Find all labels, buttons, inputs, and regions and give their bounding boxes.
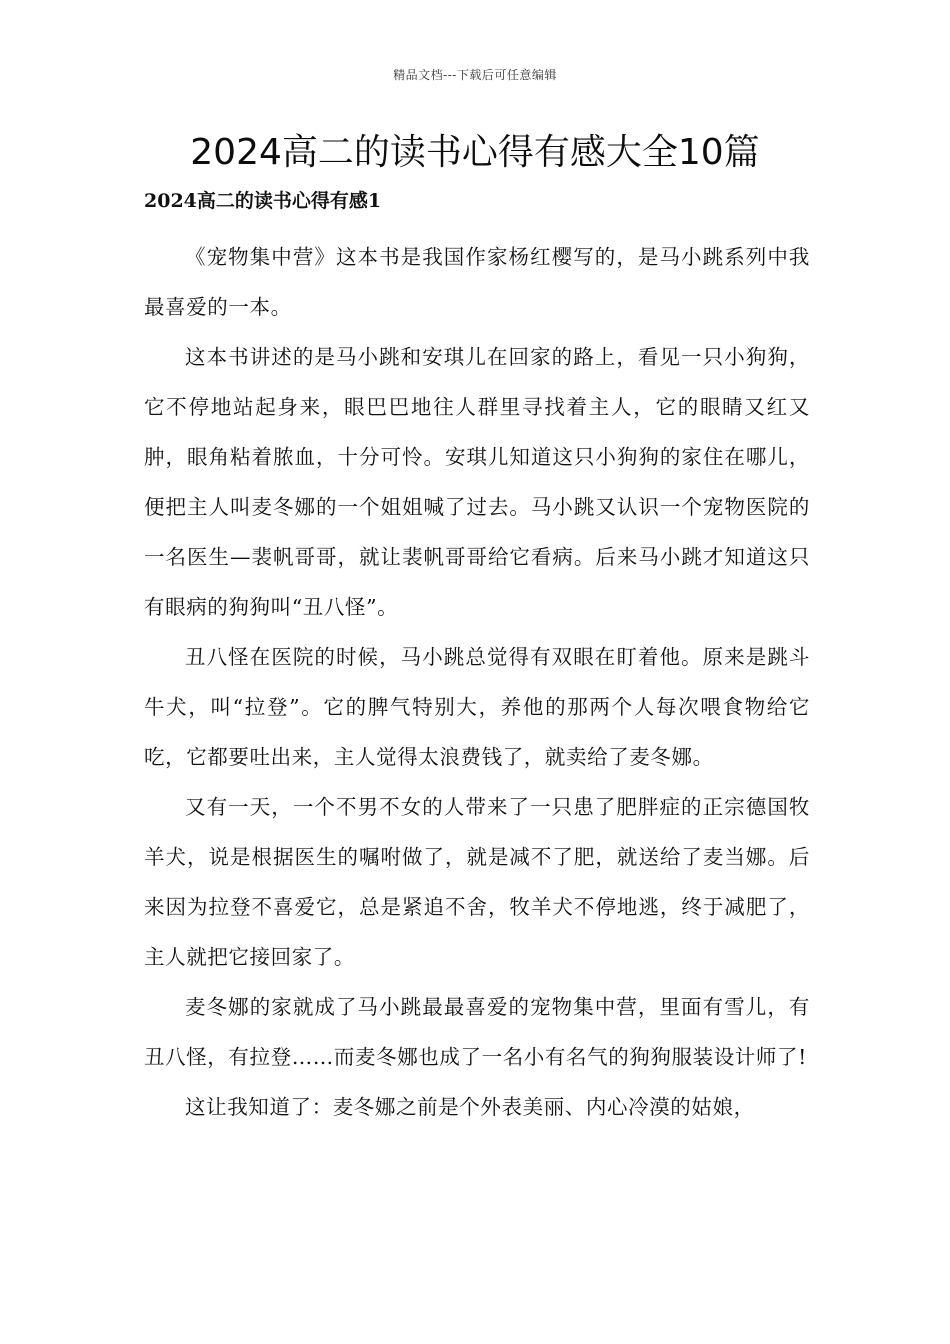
section-heading: 2024高二的读书心得有感1 xyxy=(144,190,382,212)
header-note: 精品文档---下载后可任意编辑 xyxy=(393,68,557,82)
paragraph: 麦冬娜的家就成了马小跳最最喜爱的宠物集中营，里面有雪儿，有丑八怪，有拉登……而麦冬娜也成了一名小有名气的狗狗服装设计师了! xyxy=(144,995,810,1069)
body-text xyxy=(144,232,810,1132)
paragraph: 这本书讲述的是马小跳和安琪儿在回家的路上，看见一只小狗狗，它不停地站起身来，眼巴巴地往人群里寻找着主人，它的眼睛又红又肿，眼角粘着脓血，十分可怜。安琪儿知道这只小狗狗的家住在哪儿，便把主人叫麦冬娜的一个姐姐喊了过去。马小跳又认识一个宠物医院的一名医生—裴帆哥哥，就让裴帆哥哥给它看病。后来马小跳才知道这只有眼病的狗狗叫“丑八怪”。 xyxy=(144,345,810,619)
document-title: 2024高二的读书心得有感大全10篇 xyxy=(190,132,760,173)
paragraph: 又有一天，一个不男不女的人带来了一只患了肥胖症的正宗德国牧羊犬，说是根据医生的嘱咐做了，就是减不了肥，就送给了麦当娜。后来因为拉登不喜爱它，总是紧追不舍，牧羊犬不停地逃，终于减肥了，主人就把它接回家了。 xyxy=(144,795,810,969)
paragraph: 这让我知道了：麦冬娜之前是个外表美丽、内心冷漠的姑娘， xyxy=(185,1095,755,1119)
paragraph: 《宠物集中营》这本书是我国作家杨红樱写的，是马小跳系列中我最喜爱的一本。 xyxy=(144,245,810,319)
paragraph: 丑八怪在医院的时候，马小跳总觉得有双眼在盯着他。原来是跳斗牛犬，叫“拉登”。它的脾气特别大，养他的那两个人每次喂食物给它吃，它都要吐出来，主人觉得太浪费钱了，就卖给了麦冬娜。 xyxy=(144,645,810,769)
